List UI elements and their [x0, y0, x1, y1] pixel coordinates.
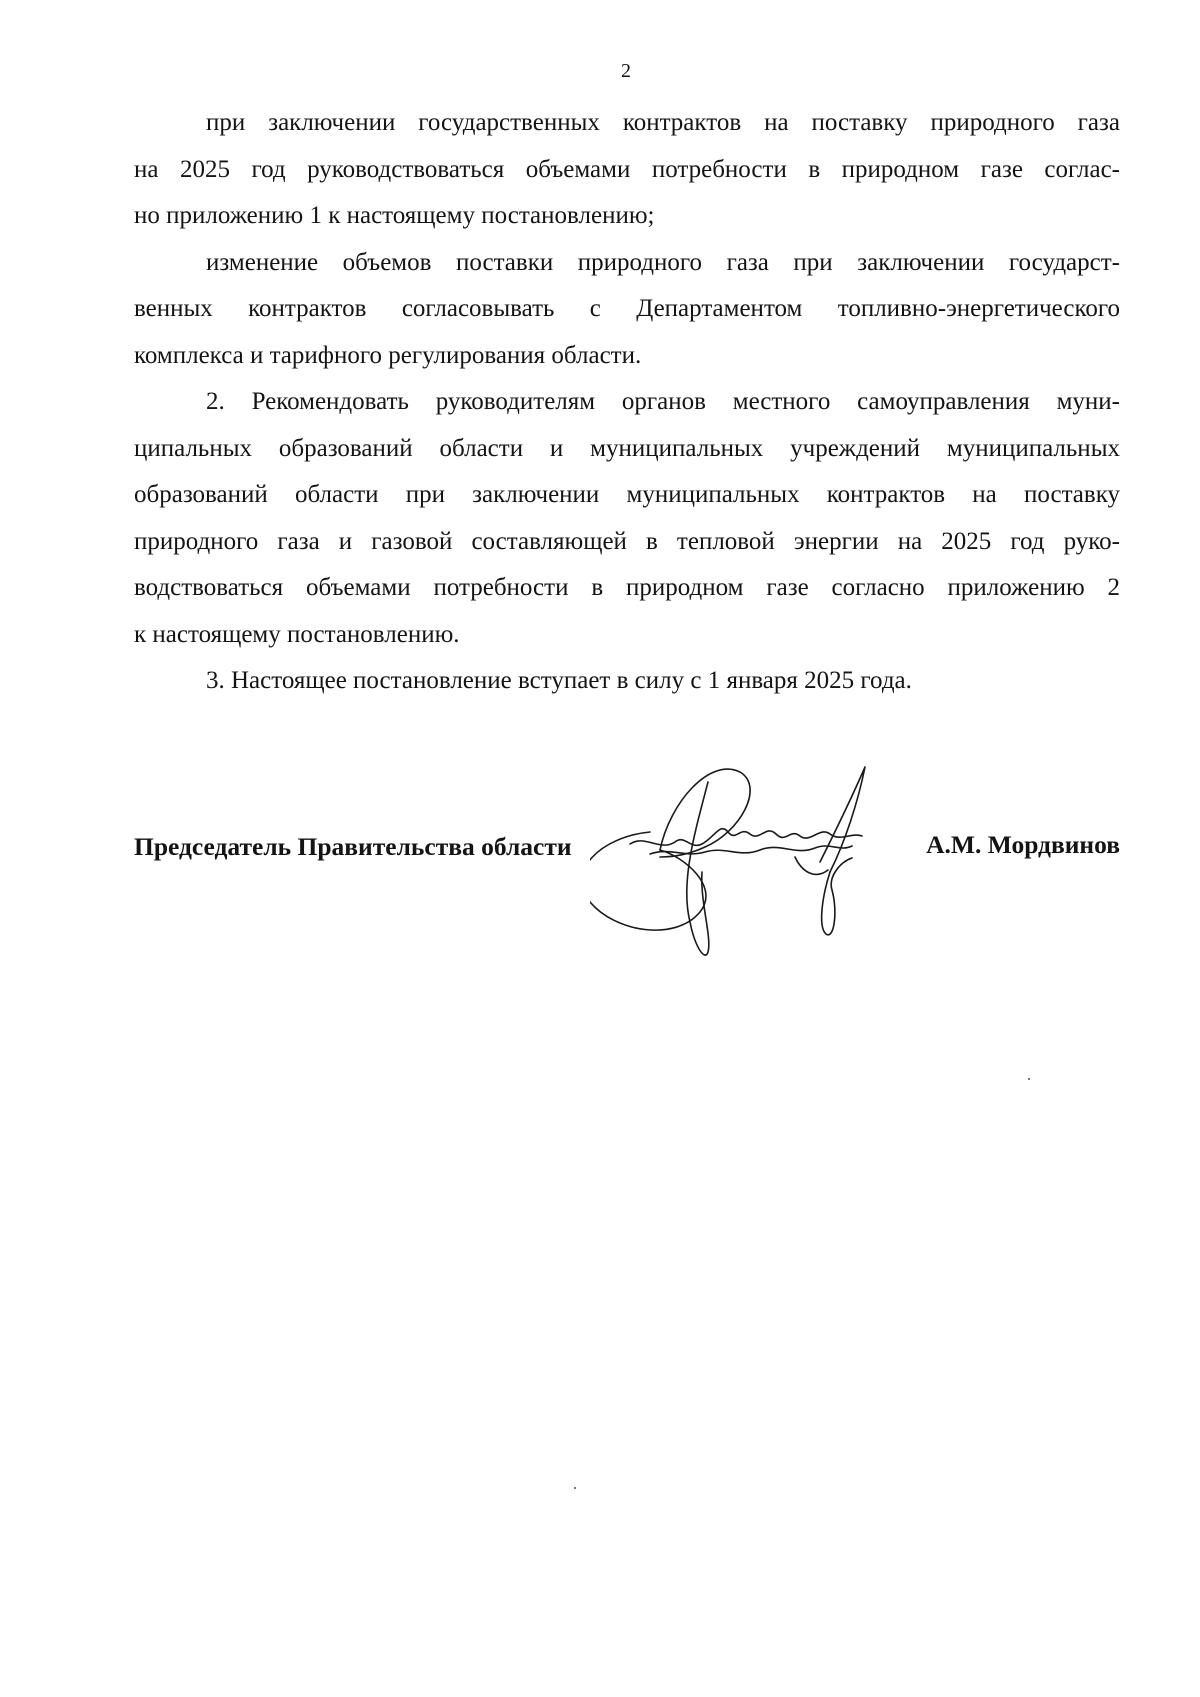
paragraph-3-line-2: ципальных образований области и муниципальных учреждений муниципальных [134, 434, 1120, 462]
page-number: 2 [621, 60, 631, 82]
signature-stroke-scribble-2 [650, 846, 852, 854]
paragraph-1-line-1: при заключении государственных контрактов на поставку природного газа [206, 109, 1120, 136]
signature-stroke-right-loop [822, 858, 852, 935]
paragraph-3-line-5: водствоваться объемами потребности в природном газе согласно приложению 2 [134, 574, 1120, 601]
paragraph-2-line-1: изменение объемов поставки природного газа при заключении государст- [206, 248, 1120, 276]
paragraph-3-line-4: природного газа и газовой составляющей в тепловой энергии на 2025 год руко- [134, 527, 1120, 555]
handwritten-signature [590, 762, 940, 972]
document-body [134, 100, 1120, 705]
paragraph-1-line-3: но приложению 1 к настоящему постановлению; [134, 202, 655, 229]
paragraph-3-line-1: 2. Рекомендовать руководителям органов местного самоуправления муни- [206, 388, 1120, 415]
signature-stroke-upper-loop [660, 769, 750, 857]
paragraph-2-line-2: венных контрактов согласовывать с Департаментом топливно-энергетического [134, 295, 1120, 322]
paragraph-2-line-3: комплекса и тарифного регулирования области. [134, 341, 642, 369]
scan-speck [574, 1487, 576, 1489]
paragraph-3-line-3: образований области при заключении муниципальных контрактов на поставку [134, 481, 1120, 508]
signature-stroke-descender [687, 782, 709, 955]
scan-speck [1028, 1078, 1030, 1080]
signatory-position: Председатель Правительства области [134, 832, 572, 861]
signatory-name: А.М. Мордвинов [926, 830, 1120, 859]
paragraph-1-line-2: на 2025 год руководствоваться объемами потребности в природном газе соглас- [134, 155, 1120, 183]
paragraph-4-line-1: 3. Настоящее постановление вступает в силу с 1 января 2025 года. [206, 667, 912, 694]
paragraph-3-line-6: к настоящему постановлению. [134, 620, 460, 648]
signature-stroke-flourish [795, 857, 828, 874]
signature-stroke-right-rise [820, 767, 865, 872]
